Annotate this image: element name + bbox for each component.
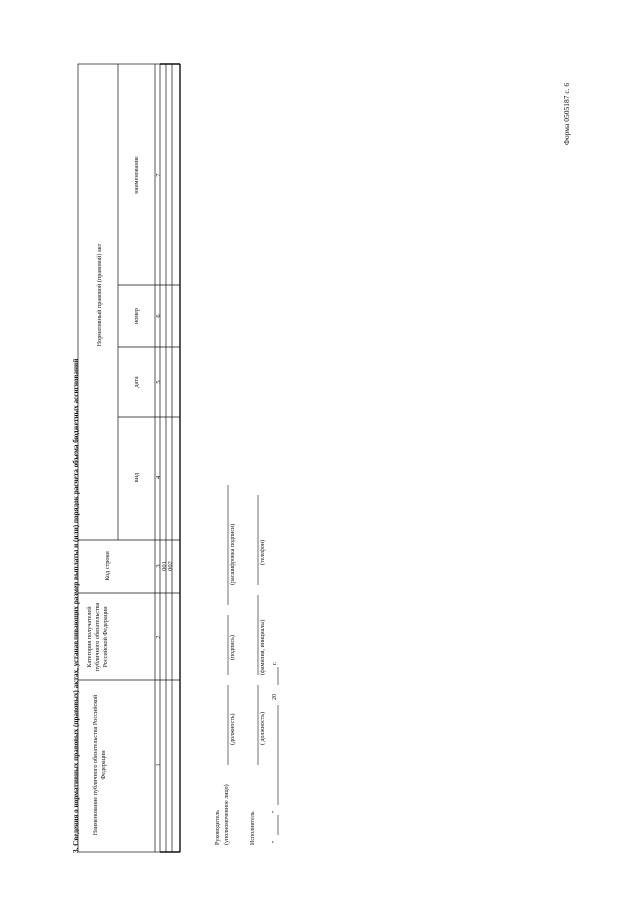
colnum-7: 7 bbox=[155, 173, 162, 177]
exec-position: ( должность) bbox=[260, 712, 266, 745]
colnum-4: 4 bbox=[155, 475, 162, 480]
header-col1: Наименование публичного обязательства Российской Федерации bbox=[92, 694, 107, 836]
header-act-group: Нормативный правовой (правовой) акт bbox=[96, 243, 103, 347]
head-label: Руководитель bbox=[215, 810, 221, 845]
date-quote-open: " bbox=[272, 840, 278, 843]
colnum-6: 6 bbox=[155, 314, 162, 318]
exec-name: (фамилия, инициалы) bbox=[260, 619, 266, 675]
form-code: Форма 0505187 с. 6 bbox=[562, 82, 571, 145]
date-year: 20 bbox=[272, 694, 278, 700]
header-col7: наименование bbox=[133, 156, 140, 194]
section-title: 3. Сведения о нормативных правовых (правовых) актах, устанавливающих размер выплаты и (или) порядок расчета объема бюджетных ассигнований bbox=[72, 358, 80, 853]
exec-phone: (телефон) bbox=[260, 539, 266, 565]
head-decode: (расшифровка подписи) bbox=[230, 523, 236, 585]
head-signature: (подпись) bbox=[230, 635, 236, 660]
header-col6: номер bbox=[133, 307, 140, 325]
header-col2: Категория получателей публичного обязательства Российской Федерации bbox=[86, 602, 109, 672]
colnum-2: 2 bbox=[155, 635, 162, 639]
colnum-5: 5 bbox=[155, 380, 162, 384]
header-col4: вид bbox=[133, 472, 140, 483]
colnum-3: 3 bbox=[155, 564, 162, 568]
head-sub: (уполномоченное лицо) bbox=[224, 784, 230, 845]
date-suffix: г. bbox=[272, 661, 278, 665]
exec-label: Исполнитель bbox=[250, 811, 256, 845]
header-col3: Код строки bbox=[104, 551, 111, 581]
colnum-1: 1 bbox=[155, 763, 162, 767]
date-quote-close: " bbox=[272, 810, 278, 813]
head-position: (должность) bbox=[230, 713, 236, 745]
row-code-002: 002 bbox=[167, 561, 174, 571]
header-col5: дата bbox=[133, 376, 140, 388]
row-code-001: 001 bbox=[161, 561, 168, 571]
